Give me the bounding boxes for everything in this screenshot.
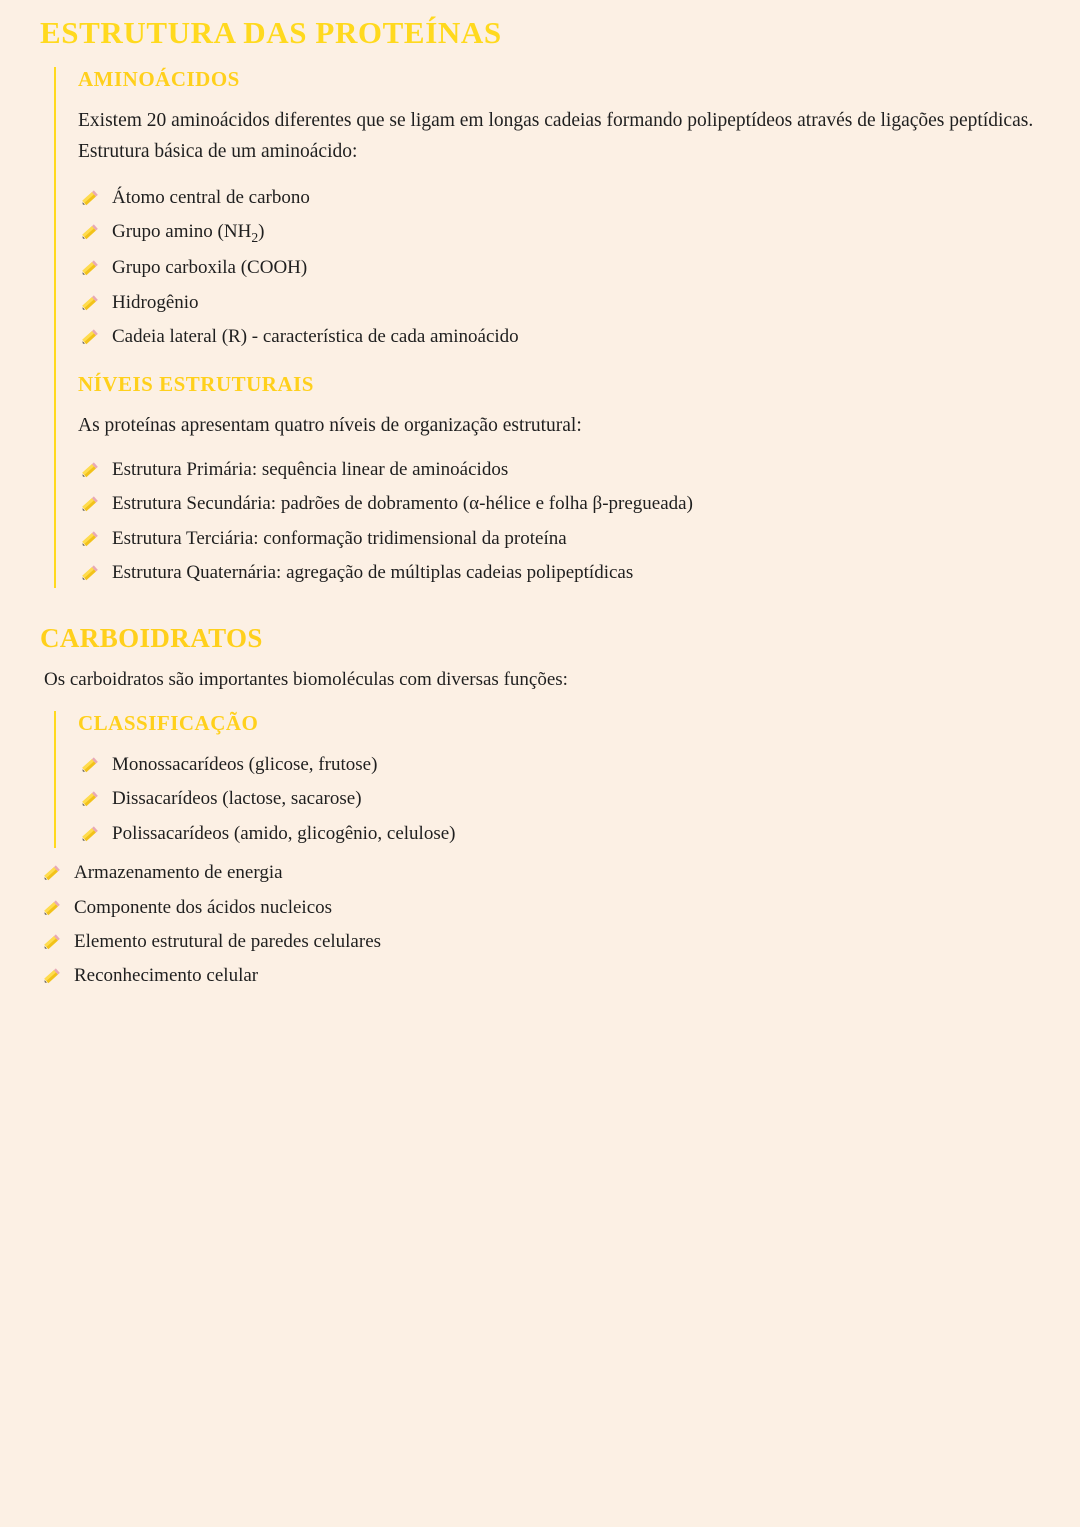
list-item: [78, 183, 1040, 212]
list-niveis-estruturais: [78, 455, 1040, 588]
pencil-icon: [78, 752, 104, 776]
pencil-icon: [78, 324, 104, 348]
list-item-label: Grupo carboxila (COOH): [112, 257, 308, 279]
list-item: [40, 961, 1040, 990]
pencil-icon: [78, 290, 104, 314]
paragraph-aminoacidos: Existem 20 aminoácidos diferentes que se ligam em longas cadeias formando polipeptídeos através de ligações peptídicas. Estrutura básica de um aminoácido:: [78, 110, 1034, 162]
pencil-icon: [78, 219, 104, 243]
list-item-label: Átomo central de carbono: [112, 186, 310, 208]
list-item: [78, 253, 1040, 282]
pencil-icon: [40, 860, 66, 884]
list-item-label: Estrutura Primária: sequência linear de aminoácidos: [112, 458, 509, 480]
list-aminoacidos-structure: [78, 183, 1040, 352]
list-item-label: Estrutura Terciária: conformação tridimensional da proteína: [112, 527, 567, 549]
list-item: [78, 784, 1040, 813]
pencil-icon: [40, 895, 66, 919]
list-item: [78, 819, 1040, 848]
list-item: [78, 524, 1040, 553]
pencil-icon: [40, 963, 66, 987]
subsection-heading-aminoacidos: AMINOÁCIDOS: [78, 67, 240, 92]
pencil-icon: [78, 457, 104, 481]
pencil-icon: [78, 491, 104, 515]
pencil-icon: [78, 185, 104, 209]
section-title-carboidratos: CARBOIDRATOS: [40, 622, 263, 653]
list-item-label: Monossacarídeos (glicose, frutose): [112, 753, 378, 775]
list-carboidratos-funcoes: [40, 858, 1040, 991]
pencil-icon: [40, 929, 66, 953]
pencil-icon: [78, 526, 104, 550]
subsection-classificacao: [54, 711, 1040, 849]
pencil-icon: [78, 786, 104, 810]
list-item-label: Estrutura Secundária: padrões de dobramento (α-hélice e folha β-pregueada): [112, 493, 693, 515]
list-item: [78, 455, 1040, 484]
paragraph-niveis-estruturais: As proteínas apresentam quatro níveis de organização estrutural:: [78, 414, 582, 436]
list-item-label: Cadeia lateral (R) - característica de cada aminoácido: [112, 326, 519, 348]
pencil-icon: [78, 821, 104, 845]
paragraph-carboidratos-intro: Os carboidratos são importantes biomoléculas com diversas funções:: [44, 669, 568, 691]
list-item-label: Estrutura Quaternária: agregação de múltiplas cadeias polipeptídicas: [112, 562, 634, 584]
subsection-heading-classificacao: CLASSIFICAÇÃO: [78, 710, 259, 735]
list-item-label: Reconhecimento celular: [74, 965, 259, 987]
list-item: [78, 217, 1040, 248]
section-proteinas: [54, 67, 1040, 588]
list-item-label: Elemento estrutural de paredes celulares: [74, 930, 382, 952]
pencil-icon: [78, 560, 104, 584]
list-item-label: Armazenamento de energia: [74, 862, 283, 884]
list-item-label: Dissacarídeos (lactose, sacarose): [112, 788, 362, 810]
list-item-label: Polissacarídeos (amido, glicogênio, celulose): [112, 822, 456, 844]
list-item-label: Hidrogênio: [112, 291, 199, 313]
list-item-label: Componente dos ácidos nucleicos: [74, 896, 333, 918]
list-item: [40, 893, 1040, 922]
list-item: [40, 858, 1040, 887]
subsection-heading-niveis-estruturais: NÍVEIS ESTRUTURAIS: [78, 371, 314, 396]
page-title: ESTRUTURA DAS PROTEÍNAS: [40, 15, 502, 50]
list-item-label: Grupo amino $(NH_2)$: [112, 221, 265, 246]
list-classificacao: [78, 750, 1040, 848]
pencil-icon: [78, 255, 104, 279]
list-item: [78, 489, 1040, 518]
list-item: [40, 927, 1040, 956]
section-carboidratos: [40, 622, 1040, 991]
list-item: [78, 288, 1040, 317]
list-item: [78, 558, 1040, 587]
list-item: [78, 322, 1040, 351]
list-item: [78, 750, 1040, 779]
